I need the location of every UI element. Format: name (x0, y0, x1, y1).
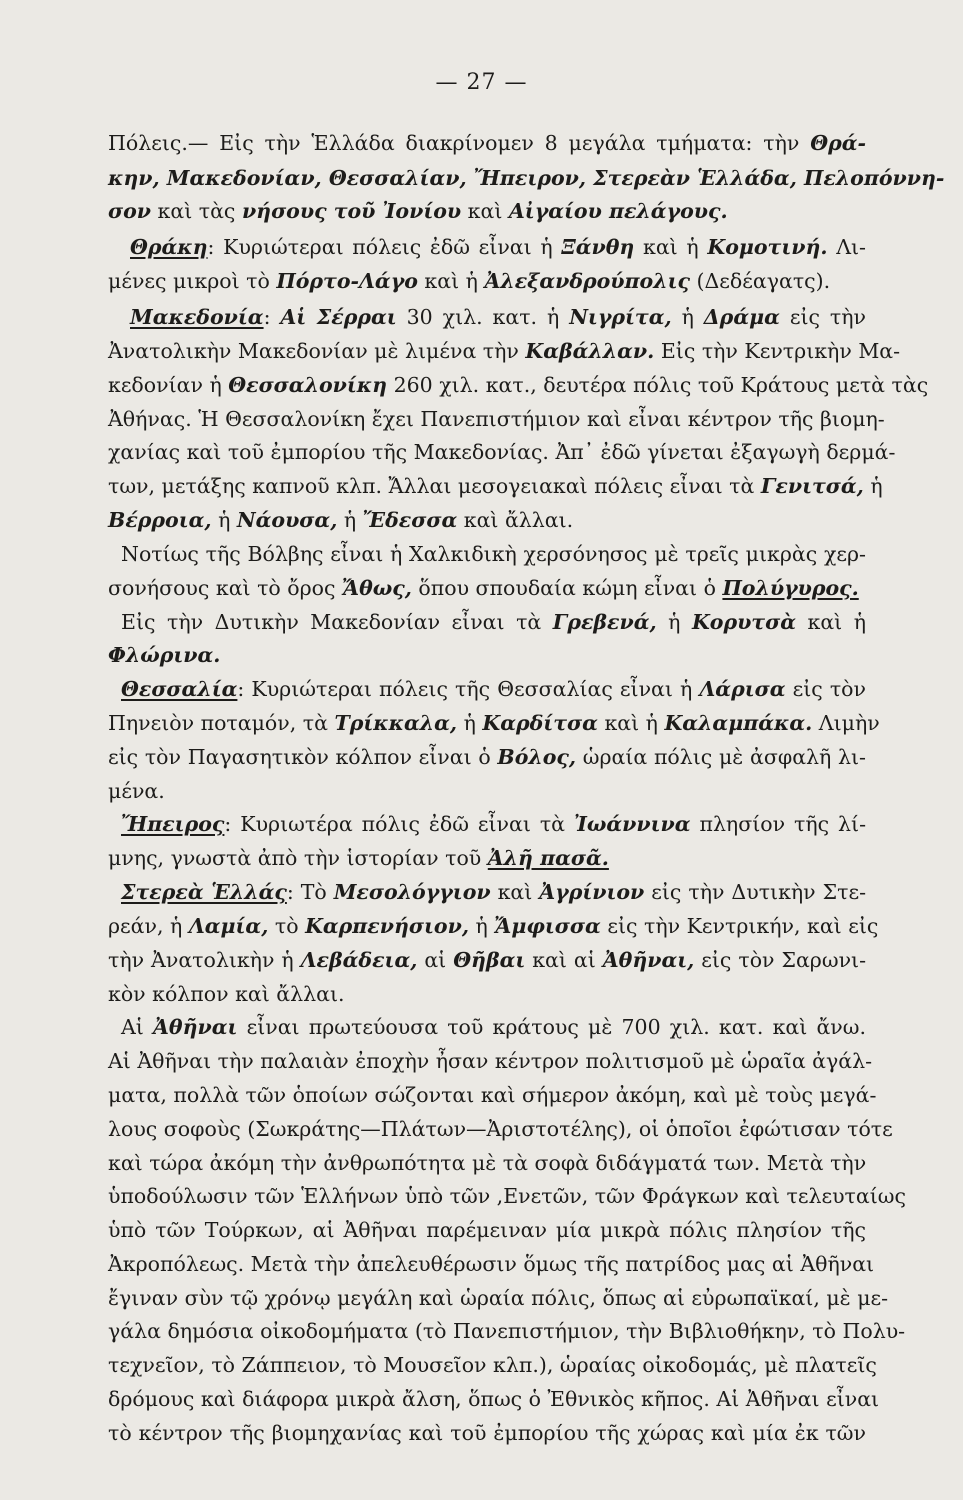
text-run: εἰς τὸν (785, 677, 866, 701)
emphasized-term: Γρεβενά, (552, 610, 657, 634)
text-run: χανίας καὶ τοῦ ἐμπορίου τῆς Μακεδονίας. Ἀπ᾽ ἐδῶ γίνεται ἐξαγωγὴ δερμά- (108, 440, 896, 464)
text-line (130, 302, 866, 332)
emphasized-term: Καλαμπάκα. (664, 711, 813, 735)
text-run: ὑποδούλωσιν τῶν Ἑλλήνων ὑπὸ τῶν ,Ενετῶν, τῶν Φράγκων καὶ τελευταίως (108, 1184, 906, 1208)
text-run: τὸ (268, 914, 306, 938)
emphasized-term: Θεσσαλονίκη (228, 373, 388, 397)
emphasized-term: Ἔδεσσα (362, 508, 458, 532)
text-run: τὸ κέντρον τῆς βιομηχανίας καὶ τοῦ ἐμπορίου τῆς χώρας καὶ μία ἐκ τῶν (108, 1421, 866, 1445)
text-run: καὶ τώρα ἀκόμη τὴν ἀνθρωπότητα μὲ τὰ σοφὰ διδάγματά των. Μετὰ τὴν (108, 1151, 867, 1175)
text-run: τεχνεῖον, τὸ Ζάππειον, τὸ Μουσεῖον κλπ.), ὡραίας οἰκοδομάς, μὲ πλατεῖς (108, 1353, 877, 1377)
text-run: ὅπου σπουδαία κώμη εἶναι ὁ (411, 576, 723, 600)
text-run: ματα, πολλὰ τῶν ὁποίων σώζονται καὶ σήμερον ἀκόμη, καὶ μὲ τοὺς μεγά- (108, 1083, 877, 1107)
text-run: ἡ (468, 914, 495, 938)
emphasized-term: κην, Μακεδονίαν, Θεσσαλίαν, Ἤπειρον, Στερεὰν Ἑλλάδα, Πελοπόννη- (108, 166, 945, 190)
emphasized-term: Ἀγρίνιον (539, 880, 645, 904)
text-line (108, 843, 866, 873)
emphasized-term: Καβάλλαν. (525, 339, 655, 363)
text-line (108, 708, 880, 738)
text-line (108, 336, 901, 366)
text-run: καὶ ἄλλαι. (457, 508, 574, 532)
emphasized-term: Θεσσαλία (121, 677, 238, 701)
text-run: καὶ ἡ (796, 610, 866, 634)
text-line (121, 1012, 866, 1042)
text-run: εἰς τὴν (779, 305, 866, 329)
text-run: ρεάν, ἡ (108, 914, 189, 938)
text-line (108, 505, 866, 535)
emphasized-term: Γενιτσά, (760, 474, 864, 498)
text-run: καὶ (461, 199, 509, 223)
text-run: 260 χιλ. κατ., δευτέρα πόλις τοῦ Κράτους μετὰ τὰς (387, 373, 929, 397)
text-run: εἰς τὸν Παγασητικὸν κόλπον εἶναι ὁ (108, 745, 498, 769)
text-run: καὶ τὰς (151, 199, 242, 223)
text-run: : Κυριώτεραι πόλεις ἐδῶ εἶναι ἡ (207, 235, 562, 259)
text-run: καὶ ἡ (634, 235, 708, 259)
text-run: Ἀκροπόλεως. Μετὰ τὴν ἀπελευθέρωσιν ὅμως τῆς πατρίδος μας αἱ Ἀθῆναι (108, 1252, 875, 1276)
text-run: καὶ ἡ (417, 269, 485, 293)
text-run: Λιμὴν (812, 711, 880, 735)
text-line (108, 404, 885, 434)
text-run: κεδονίαν ἡ (108, 373, 229, 397)
text-run: Ἀνατολικὴν Μακεδονίαν μὲ λιμένα τὴν (108, 339, 526, 363)
text-line (108, 163, 945, 193)
text-run: ἔγιναν σὺν τῷ χρόνῳ μεγάλη καὶ ὡραία πόλις, ὅπως αἱ εὐρωπαϊκαί, μὲ με- (108, 1286, 889, 1310)
text-line (108, 776, 866, 806)
text-line (130, 232, 866, 262)
text-line (108, 1080, 877, 1110)
emphasized-term: νήσους τοῦ Ἰονίου (241, 199, 462, 223)
text-run: ἡ (656, 610, 692, 634)
text-line (121, 607, 866, 637)
emphasized-term: Φλώρινα. (108, 643, 221, 667)
emphasized-term: Ἄμφισσα (494, 914, 601, 938)
text-run: 30 χιλ. κατ. ἡ (396, 305, 570, 329)
text-line (108, 742, 866, 772)
text-line (108, 370, 929, 400)
text-line (108, 945, 866, 975)
text-line (121, 539, 866, 569)
text-run: (Δεδέαγατς). (689, 269, 831, 293)
text-line (108, 640, 866, 670)
text-run: αἱ (417, 948, 454, 972)
emphasized-term: Ἀθῆναι (153, 1015, 238, 1039)
text-run: εἰς τὴν Κεντρικήν, καὶ εἰς (600, 914, 879, 938)
emphasized-term: Καρδίτσα (482, 711, 598, 735)
emphasized-term: Ἤπειρος (121, 812, 225, 836)
text-line (108, 266, 866, 296)
text-run: ἡ (337, 508, 363, 532)
text-line (108, 196, 866, 226)
text-run: Εἰς τὴν Δυτικὴν Μακεδονίαν εἶναι τὰ (121, 610, 553, 634)
emphasized-term: σον (108, 199, 152, 223)
text-run: καὶ ἡ (597, 711, 665, 735)
text-run: Πηνειὸν ποταμόν, τὰ (108, 711, 335, 735)
text-run: : Κυριωτέρα πόλις ἐδῶ εἶναι τὰ (224, 812, 574, 836)
emphasized-term: Μεσολόγγιον (333, 880, 491, 904)
emphasized-term: Θῆβαι (453, 948, 526, 972)
text-line (108, 128, 866, 158)
emphasized-term: Καρπενήσιον, (305, 914, 469, 938)
emphasized-term: Στερεὰ Ἑλλάς (121, 880, 287, 904)
text-run: μένα. (108, 779, 165, 803)
text-run: Εἰς τὴν Κεντρικὴν Μα- (654, 339, 901, 363)
text-line (121, 674, 866, 704)
emphasized-term: Ξάνθη (561, 235, 635, 259)
text-line (108, 1148, 866, 1178)
emphasized-term: Βόλος, (497, 745, 577, 769)
text-run: κὸν κόλπον καὶ ἄλλαι. (108, 982, 345, 1006)
emphasized-term: Λάρισα (699, 677, 786, 701)
text-run: τὴν Ἀνατολικὴν ἡ (108, 948, 301, 972)
text-run: ἡ (863, 474, 883, 498)
emphasized-term: Κορυτσὰ (691, 610, 796, 634)
text-line (108, 1181, 906, 1211)
emphasized-term: Ἀλῆ πασᾶ. (487, 846, 609, 870)
text-line (121, 877, 866, 907)
text-run: λους σοφοὺς (Σωκράτης—Πλάτων—Ἀριστοτέλης), οἱ ὁποῖοι ἐφώτισαν τότε (108, 1117, 893, 1141)
text-run: ἡ (211, 508, 237, 532)
text-run: καὶ αἱ (525, 948, 603, 972)
text-run: μνης, γνωστὰ ἀπὸ τὴν ἱστορίαν τοῦ (108, 846, 488, 870)
text-line (108, 573, 866, 603)
text-line (108, 1046, 873, 1076)
text-run: μένες μικροὶ τὸ (108, 269, 277, 293)
text-run: ὡραία πόλις μὲ ἀσφαλῆ λι- (576, 745, 866, 769)
emphasized-term: Ἀλεξανδρούπολις (484, 269, 690, 293)
text-run: καὶ (490, 880, 540, 904)
text-run: πλησίον τῆς λί- (690, 812, 866, 836)
emphasized-term: Λεβάδεια, (300, 948, 418, 972)
text-run: σονήσους καὶ τὸ ὄρος (108, 576, 343, 600)
text-line (108, 1283, 889, 1313)
text-run: εἶναι πρωτεύουσα τοῦ κράτους μὲ 700 χιλ. κατ. καὶ ἄνω. (237, 1015, 867, 1039)
emphasized-term: Ἄθως, (342, 576, 412, 600)
text-run: ἡ (457, 711, 483, 735)
text-run: Νοτίως τῆς Βόλβης εἶναι ἡ Χαλκιδικὴ χερσόνησος μὲ τρεῖς μικρὰς χερ- (121, 542, 866, 566)
emphasized-term: Νιγρίτα, (569, 305, 672, 329)
text-run: γάλα δημόσια οἰκοδομήματα (τὸ Πανεπιστήμιον, τὴν Βιβλιοθήκην, τὸ Πολυ- (108, 1319, 906, 1343)
text-run: : Τὸ (286, 880, 334, 904)
text-run: — Εἰς τὴν Ἑλλάδα διακρίνομεν 8 μεγάλα τμήματα: τὴν (187, 131, 811, 155)
emphasized-term: Τρίκκαλα, (334, 711, 458, 735)
emphasized-term: Αἰγαίου πελάγους. (508, 199, 728, 223)
text-line (108, 911, 879, 941)
emphasized-term: Ἀθῆναι, (602, 948, 695, 972)
emphasized-term: Θρά- (810, 131, 866, 155)
text-line (108, 1384, 880, 1414)
emphasized-term: Λαμία, (188, 914, 269, 938)
text-line (108, 1350, 877, 1380)
page-number: — 27 — (435, 70, 528, 95)
emphasized-term: Βέρροια, (108, 508, 212, 532)
text-line (108, 1418, 866, 1448)
text-line (108, 1215, 866, 1245)
text-line (108, 471, 883, 501)
emphasized-term: Πόρτο-Λάγο (276, 269, 418, 293)
text-run: των, μετάξης καπνοῦ κλπ. Ἄλλαι μεσογειακαὶ πόλεις εἶναι τὰ (108, 474, 761, 498)
text-run: εἰς τὸν Σαρωνι- (694, 948, 866, 972)
text-run: Αἱ Ἀθῆναι τὴν παλαιὰν ἐποχὴν ἦσαν κέντρον πολιτισμοῦ μὲ ὡραῖα ἀγάλ- (108, 1049, 873, 1073)
text-line (108, 437, 896, 467)
text-run: εἰς τὴν Δυτικὴν Στε- (644, 880, 866, 904)
text-run: δρόμους καὶ διάφορα μικρὰ ἄλση, ὅπως ὁ Ἐθνικὸς κῆπος. Αἱ Ἀθῆναι εἶναι (108, 1387, 880, 1411)
text-line (108, 1249, 875, 1279)
emphasized-term: Ἰωάννινα (573, 812, 691, 836)
text-run: ὑπὸ τῶν Τούρκων, αἱ Ἀθῆναι παρέμειναν μία μικρὰ πόλις πλησίον τῆς (108, 1218, 866, 1242)
text-run: Ἀθήνας. Ἡ Θεσσαλονίκη ἔχει Πανεπιστήμιον καὶ εἶναι κέντρον τῆς βιομη- (108, 407, 885, 431)
emphasized-term: Κομοτινή. (707, 235, 828, 259)
text-run: Λι- (827, 235, 866, 259)
emphasized-term: Νάουσα, (236, 508, 338, 532)
text-run: Αἱ (121, 1015, 154, 1039)
text-line (121, 809, 866, 839)
emphasized-term: Θράκη (130, 235, 208, 259)
text-line (108, 979, 866, 1009)
text-run: Πόλεις. (108, 131, 188, 155)
emphasized-term: Αἱ Σέρραι (280, 305, 397, 329)
text-run: : (263, 305, 281, 329)
emphasized-term: Δράμα (703, 305, 780, 329)
text-run: ἡ (671, 305, 704, 329)
text-run: : Κυριώτεραι πόλεις τῆς Θεσσαλίας εἶναι ἡ (237, 677, 700, 701)
text-line (108, 1114, 893, 1144)
text-line (108, 1316, 906, 1346)
emphasized-term: Μακεδονία (130, 305, 264, 329)
emphasized-term: Πολύγυρος. (722, 576, 859, 600)
